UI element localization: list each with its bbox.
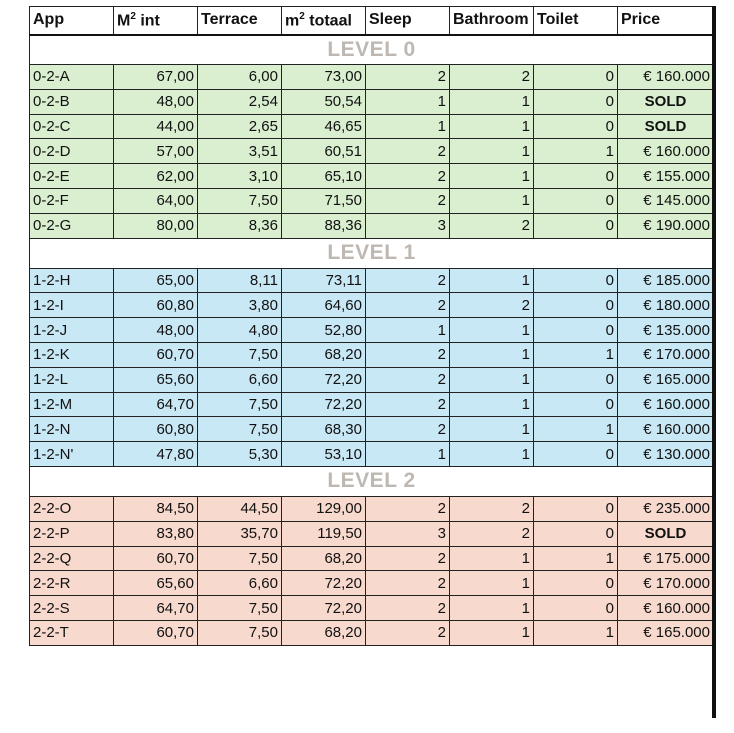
cell-app: 1-2-K — [30, 342, 114, 367]
table-row — [30, 521, 714, 546]
cell-m2-total: 71,50 — [282, 188, 366, 213]
cell-toilet: 0 — [534, 114, 618, 139]
cell-sleep: 2 — [366, 188, 450, 213]
cell-price: € 235.000 — [618, 496, 714, 521]
table-row — [30, 293, 714, 318]
cell-bathroom: 2 — [450, 213, 534, 238]
header-m2-int — [114, 7, 198, 35]
cell-m2-int: 64,70 — [114, 596, 198, 621]
cell-toilet: 0 — [534, 293, 618, 318]
cell-app: 0-2-D — [30, 139, 114, 164]
cell-m2-total: 68,20 — [282, 620, 366, 645]
cell-terrace: 35,70 — [198, 521, 282, 546]
cell-app: 1-2-H — [30, 268, 114, 293]
header-bathroom: Bathroom — [450, 7, 534, 35]
cell-price: € 170.000 — [618, 571, 714, 596]
level-heading-row — [30, 35, 714, 65]
cell-terrace: 5,30 — [198, 442, 282, 467]
cell-sleep: 2 — [366, 496, 450, 521]
table-row — [30, 114, 714, 139]
cell-toilet: 0 — [534, 213, 618, 238]
cell-bathroom: 1 — [450, 342, 534, 367]
cell-toilet: 0 — [534, 164, 618, 189]
cell-sleep: 1 — [366, 318, 450, 343]
cell-app: 1-2-I — [30, 293, 114, 318]
cell-sleep: 2 — [366, 546, 450, 571]
cell-sleep: 2 — [366, 65, 450, 90]
header-toilet: Toilet — [534, 7, 618, 35]
cell-m2-int: 64,70 — [114, 392, 198, 417]
cell-price: € 145.000 — [618, 188, 714, 213]
cell-app: 0-2-F — [30, 188, 114, 213]
cell-terrace: 2,65 — [198, 114, 282, 139]
header-terrace: Terrace — [198, 7, 282, 35]
cell-terrace: 3,51 — [198, 139, 282, 164]
header-row — [30, 7, 714, 35]
table-row — [30, 367, 714, 392]
cell-toilet: 0 — [534, 89, 618, 114]
cell-terrace: 7,50 — [198, 392, 282, 417]
table-row — [30, 89, 714, 114]
cell-m2-int: 48,00 — [114, 318, 198, 343]
cell-app: 1-2-N — [30, 417, 114, 442]
cell-m2-total: 68,30 — [282, 417, 366, 442]
cell-m2-total: 46,65 — [282, 114, 366, 139]
cell-m2-int: 57,00 — [114, 139, 198, 164]
cell-price: € 165.000 — [618, 367, 714, 392]
cell-bathroom: 1 — [450, 392, 534, 417]
cell-terrace: 7,50 — [198, 620, 282, 645]
cell-m2-int: 65,60 — [114, 367, 198, 392]
level-title: LEVEL 2 — [30, 466, 714, 496]
table-row — [30, 596, 714, 621]
cell-m2-int: 48,00 — [114, 89, 198, 114]
table-row — [30, 417, 714, 442]
cell-toilet: 1 — [534, 342, 618, 367]
cell-sleep: 1 — [366, 89, 450, 114]
cell-m2-total: 53,10 — [282, 442, 366, 467]
cell-bathroom: 1 — [450, 596, 534, 621]
cell-m2-total: 64,60 — [282, 293, 366, 318]
cell-m2-int: 83,80 — [114, 521, 198, 546]
cell-toilet: 1 — [534, 620, 618, 645]
cell-toilet: 0 — [534, 367, 618, 392]
cell-terrace: 3,80 — [198, 293, 282, 318]
header-m2-int-base: M — [117, 11, 131, 29]
cell-terrace: 3,10 — [198, 164, 282, 189]
cell-m2-int: 65,60 — [114, 571, 198, 596]
cell-m2-total: 72,20 — [282, 571, 366, 596]
cell-app: 2-2-R — [30, 571, 114, 596]
level-heading-row — [30, 238, 714, 268]
table-row — [30, 620, 714, 645]
cell-m2-total: 129,00 — [282, 496, 366, 521]
sold-badge: SOLD — [618, 521, 714, 546]
cell-sleep: 2 — [366, 293, 450, 318]
table-row — [30, 164, 714, 189]
cell-terrace: 4,80 — [198, 318, 282, 343]
cell-price: € 190.000 — [618, 213, 714, 238]
cell-m2-int: 60,80 — [114, 293, 198, 318]
cell-m2-total: 72,20 — [282, 367, 366, 392]
cell-toilet: 0 — [534, 442, 618, 467]
cell-m2-total: 119,50 — [282, 521, 366, 546]
cell-price: € 170.000 — [618, 342, 714, 367]
table-row — [30, 546, 714, 571]
table-row — [30, 571, 714, 596]
cell-sleep: 2 — [366, 164, 450, 189]
table-row — [30, 188, 714, 213]
cell-app: 0-2-G — [30, 213, 114, 238]
cell-price: € 185.000 — [618, 268, 714, 293]
cell-terrace: 7,50 — [198, 342, 282, 367]
cell-app: 0-2-A — [30, 65, 114, 90]
cell-bathroom: 1 — [450, 164, 534, 189]
cell-m2-int: 44,00 — [114, 114, 198, 139]
cell-m2-int: 84,50 — [114, 496, 198, 521]
cell-terrace: 6,00 — [198, 65, 282, 90]
cell-toilet: 0 — [534, 65, 618, 90]
cell-sleep: 3 — [366, 213, 450, 238]
table-row — [30, 392, 714, 417]
cell-m2-int: 65,00 — [114, 268, 198, 293]
header-m2-int-rest: int — [135, 11, 160, 29]
right-border — [712, 6, 716, 718]
table-row — [30, 65, 714, 90]
header-m2-total-sup: 2 — [299, 10, 305, 22]
sold-badge: SOLD — [618, 114, 714, 139]
cell-app: 1-2-L — [30, 367, 114, 392]
cell-bathroom: 1 — [450, 620, 534, 645]
cell-sleep: 2 — [366, 571, 450, 596]
cell-toilet: 0 — [534, 596, 618, 621]
level-heading-row — [30, 466, 714, 496]
cell-sleep: 1 — [366, 442, 450, 467]
header-m2-total-rest: totaal — [304, 11, 352, 29]
cell-m2-total: 72,20 — [282, 392, 366, 417]
cell-bathroom: 1 — [450, 571, 534, 596]
cell-app: 1-2-N' — [30, 442, 114, 467]
cell-bathroom: 1 — [450, 114, 534, 139]
cell-app: 1-2-J — [30, 318, 114, 343]
cell-sleep: 2 — [366, 620, 450, 645]
cell-bathroom: 2 — [450, 65, 534, 90]
cell-terrace: 6,60 — [198, 367, 282, 392]
cell-sleep: 2 — [366, 417, 450, 442]
cell-app: 0-2-B — [30, 89, 114, 114]
cell-m2-total: 72,20 — [282, 596, 366, 621]
cell-m2-total: 73,11 — [282, 268, 366, 293]
cell-app: 0-2-E — [30, 164, 114, 189]
cell-sleep: 2 — [366, 268, 450, 293]
cell-sleep: 3 — [366, 521, 450, 546]
table-row — [30, 268, 714, 293]
table-row — [30, 318, 714, 343]
cell-bathroom: 1 — [450, 367, 534, 392]
cell-m2-int: 60,80 — [114, 417, 198, 442]
cell-m2-total: 68,20 — [282, 342, 366, 367]
cell-bathroom: 1 — [450, 318, 534, 343]
cell-bathroom: 2 — [450, 496, 534, 521]
header-sleep: Sleep — [366, 7, 450, 35]
cell-m2-int: 47,80 — [114, 442, 198, 467]
cell-terrace: 7,50 — [198, 188, 282, 213]
cell-m2-int: 80,00 — [114, 213, 198, 238]
sold-badge: SOLD — [618, 89, 714, 114]
cell-price: € 160.000 — [618, 139, 714, 164]
cell-price: € 160.000 — [618, 417, 714, 442]
cell-bathroom: 1 — [450, 188, 534, 213]
table-body — [30, 35, 714, 646]
cell-bathroom: 2 — [450, 293, 534, 318]
cell-m2-total: 68,20 — [282, 546, 366, 571]
cell-terrace: 7,50 — [198, 546, 282, 571]
cell-toilet: 0 — [534, 392, 618, 417]
cell-terrace: 2,54 — [198, 89, 282, 114]
cell-terrace: 7,50 — [198, 596, 282, 621]
cell-price: € 135.000 — [618, 318, 714, 343]
cell-toilet: 1 — [534, 417, 618, 442]
cell-toilet: 0 — [534, 188, 618, 213]
cell-toilet: 0 — [534, 571, 618, 596]
cell-price: € 180.000 — [618, 293, 714, 318]
cell-toilet: 0 — [534, 268, 618, 293]
cell-price: € 160.000 — [618, 392, 714, 417]
cell-sleep: 2 — [366, 392, 450, 417]
header-price: Price — [618, 7, 714, 35]
cell-bathroom: 1 — [450, 268, 534, 293]
cell-m2-int: 67,00 — [114, 65, 198, 90]
cell-bathroom: 1 — [450, 89, 534, 114]
cell-price: € 160.000 — [618, 596, 714, 621]
table-row — [30, 442, 714, 467]
cell-sleep: 2 — [366, 139, 450, 164]
cell-m2-total: 50,54 — [282, 89, 366, 114]
cell-m2-int: 60,70 — [114, 620, 198, 645]
cell-bathroom: 2 — [450, 521, 534, 546]
cell-terrace: 6,60 — [198, 571, 282, 596]
table-row — [30, 139, 714, 164]
cell-terrace: 8,11 — [198, 268, 282, 293]
cell-m2-total: 60,51 — [282, 139, 366, 164]
cell-toilet: 1 — [534, 546, 618, 571]
table-row — [30, 496, 714, 521]
cell-m2-total: 73,00 — [282, 65, 366, 90]
cell-toilet: 0 — [534, 521, 618, 546]
header-m2-total-base: m — [285, 11, 300, 29]
cell-terrace: 44,50 — [198, 496, 282, 521]
cell-m2-total: 65,10 — [282, 164, 366, 189]
cell-app: 2-2-S — [30, 596, 114, 621]
cell-terrace: 7,50 — [198, 417, 282, 442]
cell-m2-total: 88,36 — [282, 213, 366, 238]
table-row — [30, 342, 714, 367]
cell-price: € 160.000 — [618, 65, 714, 90]
cell-bathroom: 1 — [450, 139, 534, 164]
level-title: LEVEL 1 — [30, 238, 714, 268]
cell-toilet: 1 — [534, 139, 618, 164]
cell-app: 2-2-O — [30, 496, 114, 521]
cell-app: 1-2-M — [30, 392, 114, 417]
table-row — [30, 213, 714, 238]
cell-bathroom: 1 — [450, 442, 534, 467]
cell-toilet: 0 — [534, 496, 618, 521]
apartment-table — [29, 6, 714, 646]
cell-app: 0-2-C — [30, 114, 114, 139]
cell-m2-total: 52,80 — [282, 318, 366, 343]
cell-price: € 175.000 — [618, 546, 714, 571]
cell-sleep: 2 — [366, 367, 450, 392]
level-title: LEVEL 0 — [30, 35, 714, 65]
cell-app: 2-2-T — [30, 620, 114, 645]
cell-m2-int: 60,70 — [114, 342, 198, 367]
cell-sleep: 2 — [366, 342, 450, 367]
header-app: App — [30, 7, 114, 35]
cell-sleep: 1 — [366, 114, 450, 139]
header-m2-total — [282, 7, 366, 35]
cell-bathroom: 1 — [450, 546, 534, 571]
cell-toilet: 0 — [534, 318, 618, 343]
cell-app: 2-2-Q — [30, 546, 114, 571]
cell-app: 2-2-P — [30, 521, 114, 546]
cell-m2-int: 64,00 — [114, 188, 198, 213]
cell-m2-int: 62,00 — [114, 164, 198, 189]
cell-sleep: 2 — [366, 596, 450, 621]
cell-price: € 165.000 — [618, 620, 714, 645]
cell-price: € 155.000 — [618, 164, 714, 189]
cell-price: € 130.000 — [618, 442, 714, 467]
cell-m2-int: 60,70 — [114, 546, 198, 571]
cell-bathroom: 1 — [450, 417, 534, 442]
cell-terrace: 8,36 — [198, 213, 282, 238]
header-m2-int-sup: 2 — [130, 10, 136, 22]
